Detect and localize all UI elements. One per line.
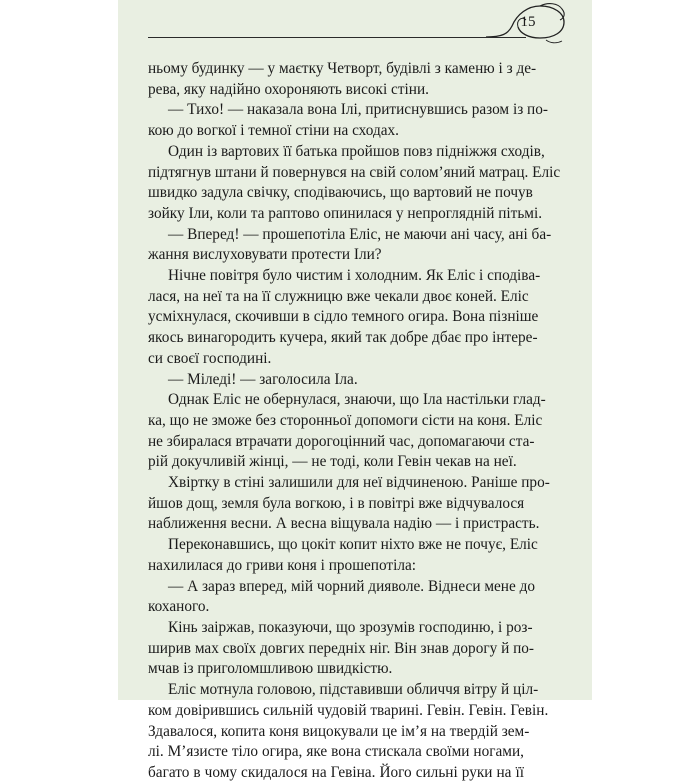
text-line: ка, що не зможе без сторонньої допомоги сісти на коня. Еліс — [148, 411, 543, 429]
page-number: 15 — [520, 14, 536, 30]
text-line: лася, на неї та на її служницю вже чекали двоє коней. Еліс — [148, 287, 529, 305]
text-line: Кінь заіржав, показуючи, що зрозумів господиню, і роз- — [168, 618, 533, 636]
text-line: — А зараз вперед, мій чорний дияволе. Віднеси мене до — [168, 577, 536, 595]
text-line: жання вислуховувати протести Іли? — [148, 246, 382, 264]
text-line: си своєї господині. — [148, 349, 272, 367]
text-line: рій докучливій жінці, — не тоді, коли Гевін чекав на неї. — [148, 453, 517, 471]
text-line: ньому будинку — у маєтку Четворт, будівлі з каменю і з де- — [148, 60, 537, 77]
text-line: ком довірившись сильній чудовій тварині. Гевін. Гевін. Гевін. — [148, 701, 549, 719]
text-line: лі. М’язисте тіло огира, яке вона стискала своїми ногами, — [148, 743, 524, 761]
text-line: — Тихо! — наказала вона Ілі, притиснувшись разом із по- — [168, 101, 548, 119]
text-line: Хвіртку в стіні залишили для неї відчиненою. Раніше про- — [168, 474, 550, 492]
text-line: Переконавшись, що цокіт копит ніхто вже не почує, Еліс — [168, 536, 538, 554]
text-line: мчав із приголомшливою швидкістю. — [148, 660, 393, 678]
text-line: Один із вартових її батька пройшов повз підніжжя сходів, — [168, 142, 545, 160]
text-line: коханого. — [148, 598, 210, 616]
text-line: підтягнув штани й повернувся на свій солом’яний матрац. Еліс — [148, 163, 561, 181]
text-line: Нічне повітря було чистим і холодним. Як Еліс і сподіва- — [168, 267, 541, 285]
text-line: багато в чому скидалося на Гевіна. Його сильні руки на її — [148, 763, 524, 781]
text-line: Однак Еліс не обернулася, знаючи, що Іла настільки глад- — [168, 391, 546, 409]
text-line: нахилилася до гриви коня і прошепотіла: — [148, 556, 417, 574]
text-line: кою до вогкої і темної стіни на сходах. — [148, 122, 399, 140]
text-line: рева, яку надійно охороняють високі стіни. — [148, 80, 429, 98]
text-line: Здавалося, копита коня вицокували це ім’я на твердій зем- — [148, 722, 530, 740]
text-line: не збиралася втрачати дорогоцінний час, допомагаючи ста- — [148, 432, 535, 450]
body-text — [148, 59, 561, 784]
text-line: зойку Іли, коли та раптово опинилася у непроглядній пітьмі. — [148, 204, 543, 222]
text-line: якось винагородить кучера, який так добре дбає про інтере- — [148, 329, 538, 347]
text-line: — Вперед! — прошепотіла Еліс, не маючи ані часу, ані ба- — [168, 225, 552, 243]
book-page — [118, 0, 592, 781]
header-rule — [148, 37, 526, 38]
text-line: наближення весни. А весна віщувала надію — і пристрасть. — [148, 515, 540, 533]
text-line: ширив мах своїх довгих передніх ніг. Він знав дорогу й по- — [148, 639, 535, 657]
text-line: Еліс мотнула головою, підставивши обличчя вітру й ціл- — [168, 681, 539, 699]
text-line: йшов дощ, земля була вогкою, і в повітрі вже відчувалося — [148, 494, 525, 512]
text-line: усміхнулася, скочивши в сідло темного огира. Вона пізніше — [148, 308, 539, 326]
text-line: — Міледі! — заголосила Іла. — [168, 370, 358, 388]
text-line: швидко задула свічку, сподіваючись, що вартовий не почув — [148, 184, 533, 202]
